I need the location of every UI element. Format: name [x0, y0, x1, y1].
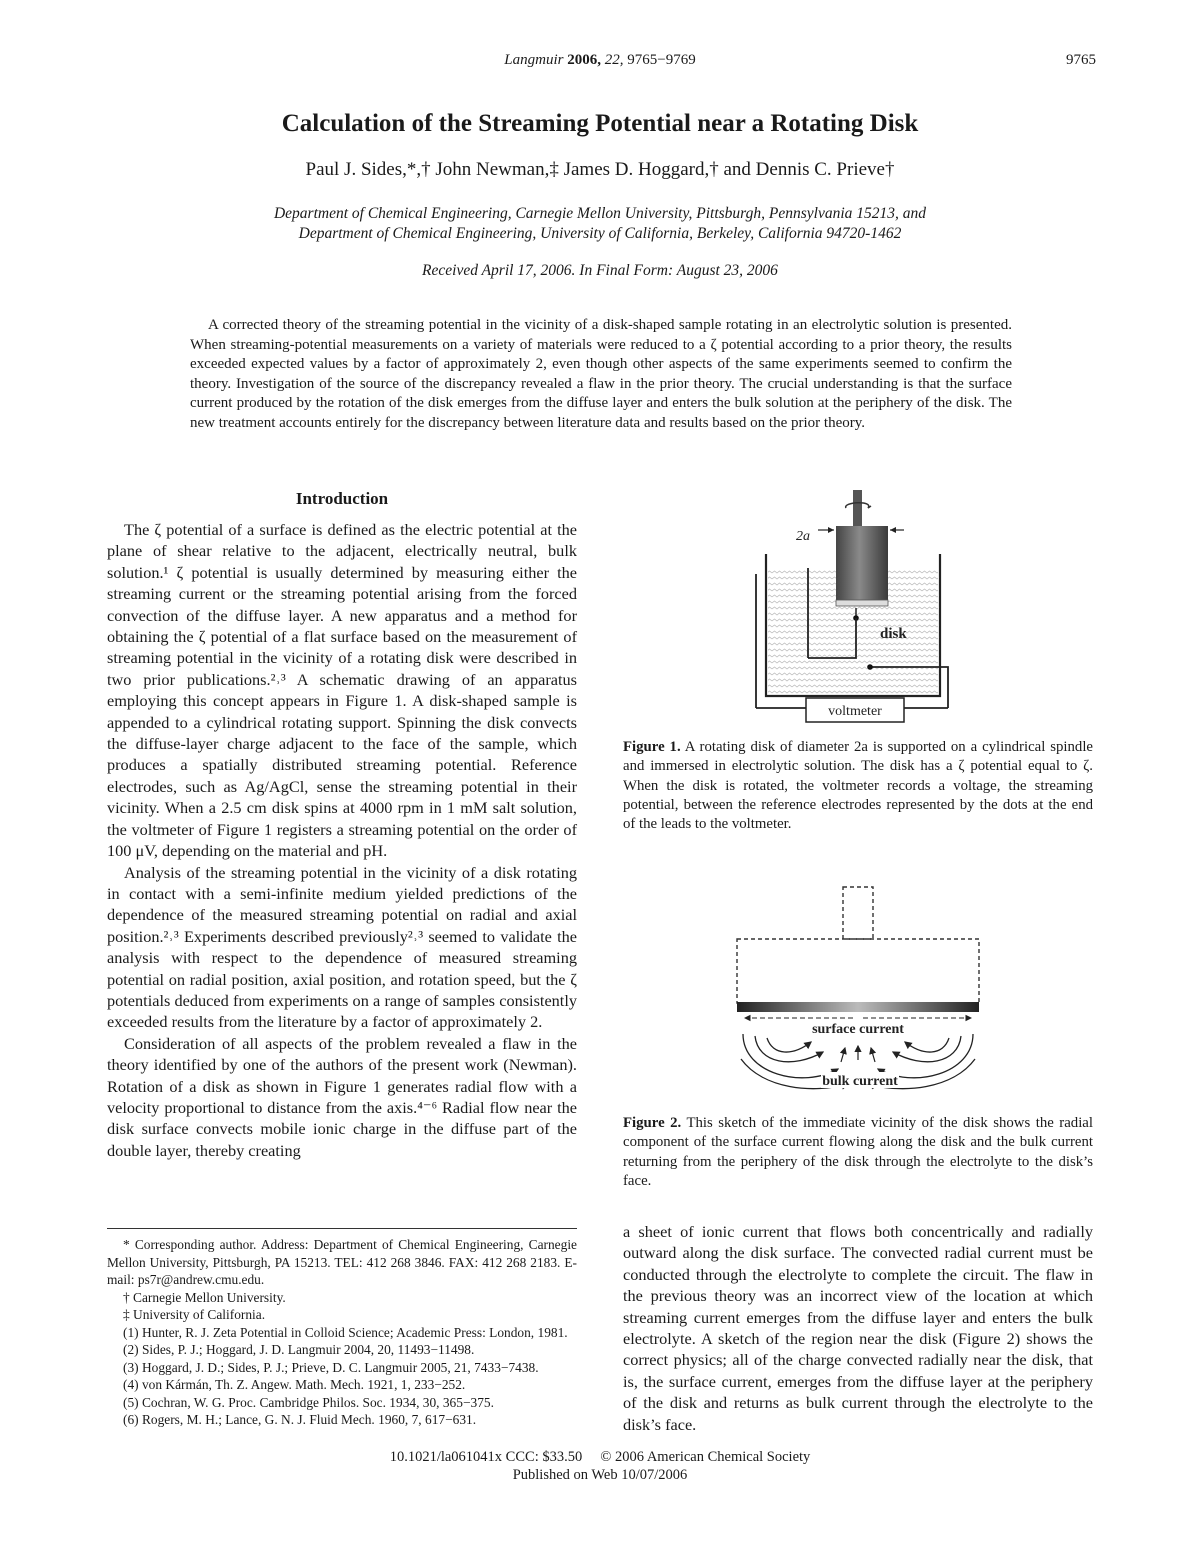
cylinder-outline — [737, 939, 979, 1003]
figure-2-caption — [623, 1114, 1093, 1191]
footnotes — [107, 1236, 577, 1429]
page-number: 9765 — [1066, 52, 1096, 68]
label-voltmeter: voltmeter — [828, 704, 882, 719]
article-title: Calculation of the Streaming Potential near a Rotating Disk — [281, 110, 919, 137]
affiliation-line: Department of Chemical Engineering, University of California, Berkeley, California 94720-1462 — [298, 225, 902, 242]
introduction-text — [107, 519, 577, 1161]
journal-name: Langmuir — [504, 52, 564, 68]
affiliation-line: Department of Chemical Engineering, Carnegie Mellon University, Pittsburgh, Pennsylvania 15213, and — [273, 205, 927, 222]
footnote: (3) Hoggard, J. D.; Sides, P. J.; Prieve, D. C. Langmuir 2005, 21, 7433−7438. — [123, 1359, 539, 1375]
electrode-dot — [867, 664, 873, 670]
doi-copyright-line: 10.1021/la061041x CCC: $33.50 © 2006 American Chemical Society — [389, 1449, 811, 1465]
footnote: † Carnegie Mellon University. — [123, 1289, 286, 1305]
journal-pages: 9765−9769 — [627, 52, 696, 68]
disk-sample — [836, 600, 888, 606]
caption-label: Figure 1. — [623, 739, 681, 755]
label-disk: disk — [880, 626, 907, 642]
footnote: (1) Hunter, R. J. Zeta Potential in Colloid Science; Academic Press: London, 1981. — [123, 1324, 568, 1340]
author-list: Paul J. Sides,*,† John Newman,‡ James D. Hoggard,† and Dennis C. Prieve† — [305, 159, 895, 180]
footnote-divider — [107, 1228, 577, 1229]
body-text-continued — [623, 1221, 1093, 1435]
page-footer — [0, 1448, 1200, 1484]
affiliations — [150, 204, 1050, 244]
label-surface-current: surface current — [812, 1022, 904, 1037]
spindle-outline — [843, 887, 873, 939]
paragraph: Analysis of the streaming potential in the vicinity of a disk rotating in contact with a semi-infinite medium yielded predictions of the dependence of the measured streaming potential on radial and axial position.²˒³ Experiments described previously²˒³ seemed to validate the analysis with respect to the dependence of measured streaming potential on radial position, axial position, and rotation speed, but the ζ potentials deduced from experiments on a range of samples consistently exceeded results from the literature by a factor of approximately 2. — [107, 862, 577, 1032]
figure-1-apparatus-diagram — [752, 486, 958, 726]
footnote: (5) Cochran, W. G. Proc. Cambridge Philos. Soc. 1934, 30, 365−375. — [123, 1394, 494, 1410]
journal-volume: 22, — [604, 52, 624, 68]
footnote: (6) Rogers, M. H.; Lance, G. N. J. Fluid Mech. 1960, 7, 617−631. — [123, 1412, 477, 1427]
figure-2-current-sketch — [733, 884, 983, 1099]
cylindrical-support — [836, 526, 888, 602]
label-2a: 2a — [796, 529, 810, 544]
published-date: Published on Web 10/07/2006 — [512, 1467, 688, 1483]
caption-text: This sketch of the immediate vicinity of the disk shows the radial component of the surface current flowing along the disk and the bulk current returning from the periphery of the disk through the electrolyte to the disk’s face. — [623, 1115, 1093, 1189]
disk-sample — [737, 1002, 979, 1012]
paragraph: The ζ potential of a surface is defined as the electric potential at the plane of shear relative to the adjacent, electrically neutral, bulk solution.¹ ζ potential is usually determined by measuring either the streaming current or the streaming potential arising from the forced convection of the diffuse layer. A new apparatus and a method for obtaining the ζ potential of a flat surface based on the measurement of streaming potential in the vicinity of a rotating disk were described in two prior publications.²˒³ A schematic drawing of an apparatus employing this concept appears in Figure 1. A disk-shaped sample is appended to a cylindrical rotating support. Spinning the disk convects the diffuse-layer charge adjacent to the face of the sample, which produces a spatially distributed streaming potential. Reference electrodes, such as Ag/AgCl, sense the streaming potential in their vicinity. When a 2.5 cm disk spins at 4000 rpm in 1 mM salt solution, the voltmeter of Figure 1 registers a streaming potential on the order of 100 μV, depending on the material and pH. — [107, 520, 577, 861]
footnote: (2) Sides, P. J.; Hoggard, J. D. Langmuir 2004, 20, 11493−11498. — [123, 1342, 475, 1357]
spindle — [853, 490, 862, 526]
figure-1-caption — [623, 738, 1093, 834]
received-dates: Received April 17, 2006. In Final Form: August 23, 2006 — [422, 262, 778, 279]
label-bulk-current: bulk current — [822, 1074, 898, 1089]
footnote: (4) von Kármán, Th. Z. Angew. Math. Mech. 1921, 1, 233−252. — [123, 1377, 466, 1392]
running-head — [0, 52, 1200, 69]
journal-year: 2006, — [567, 52, 601, 68]
paragraph: Consideration of all aspects of the problem revealed a flaw in the theory identified by one of the authors of the present work (Newman). Rotation of a disk as shown in Figure 1 generates radial flow with a velocity proportional to distance from the axis.⁴⁻⁶ Radial flow near the disk surface convects mobile ionic charge in the diffuse part of the double layer, thereby creating — [107, 1033, 577, 1160]
caption-text: A rotating disk of diameter 2a is supported on a cylindrical spindle and immersed in electrolytic solution. The disk has a ζ potential equal to ζ. When the disk is rotated, the voltmeter records a voltage, the streaming potential, between the reference electrodes represented by the dots at the end of the leads to the voltmeter. — [623, 739, 1093, 833]
footnote: ‡ University of California. — [123, 1307, 266, 1322]
caption-label: Figure 2. — [623, 1115, 682, 1131]
abstract: A corrected theory of the streaming potential in the vicinity of a disk-shaped sample rotating in an electrolytic solution is presented. When streaming-potential measurements on a variety of materials were reduced to a ζ potential according to a prior theory, the results exceeded expected values by a factor of approximately 2, even though other aspects of the same experiments seemed to confirm the theory. Investigation of the source of the discrepancy revealed a flaw in the prior theory. The crucial understanding is that the surface current produced by the rotation of the disk emerges from the diffuse layer and enters the bulk solution at the periphery of the disk. The new treatment accounts entirely for the discrepancy between literature data and results based on the prior theory. — [190, 317, 1012, 431]
paragraph: a sheet of ionic current that flows both concentrically and radially outward along the disk surface. The convected radial current must be conducted through the electrolyte to complete the circuit. The flaw in the previous theory was an incorrect view of the location at which streaming current emerges from the diffuse layer and enters the bulk electrolyte. A sketch of the region near the disk (Figure 2) shows the correct physics; all of the charge convected radially near the disk, that is, the surface current, emerges from the diffuse layer at the periphery of the disk and returns as bulk current through the electrolyte to the disk’s face. — [623, 1222, 1093, 1434]
section-heading-introduction: Introduction — [295, 489, 389, 508]
footnote: * Corresponding author. Address: Department of Chemical Engineering, Carnegie Mellon University, Pittsburgh, PA 15213. TEL: 412 268 3846. FAX: 412 268 2183. E-mail: ps7r@andrew.cmu.edu. — [107, 1237, 577, 1287]
